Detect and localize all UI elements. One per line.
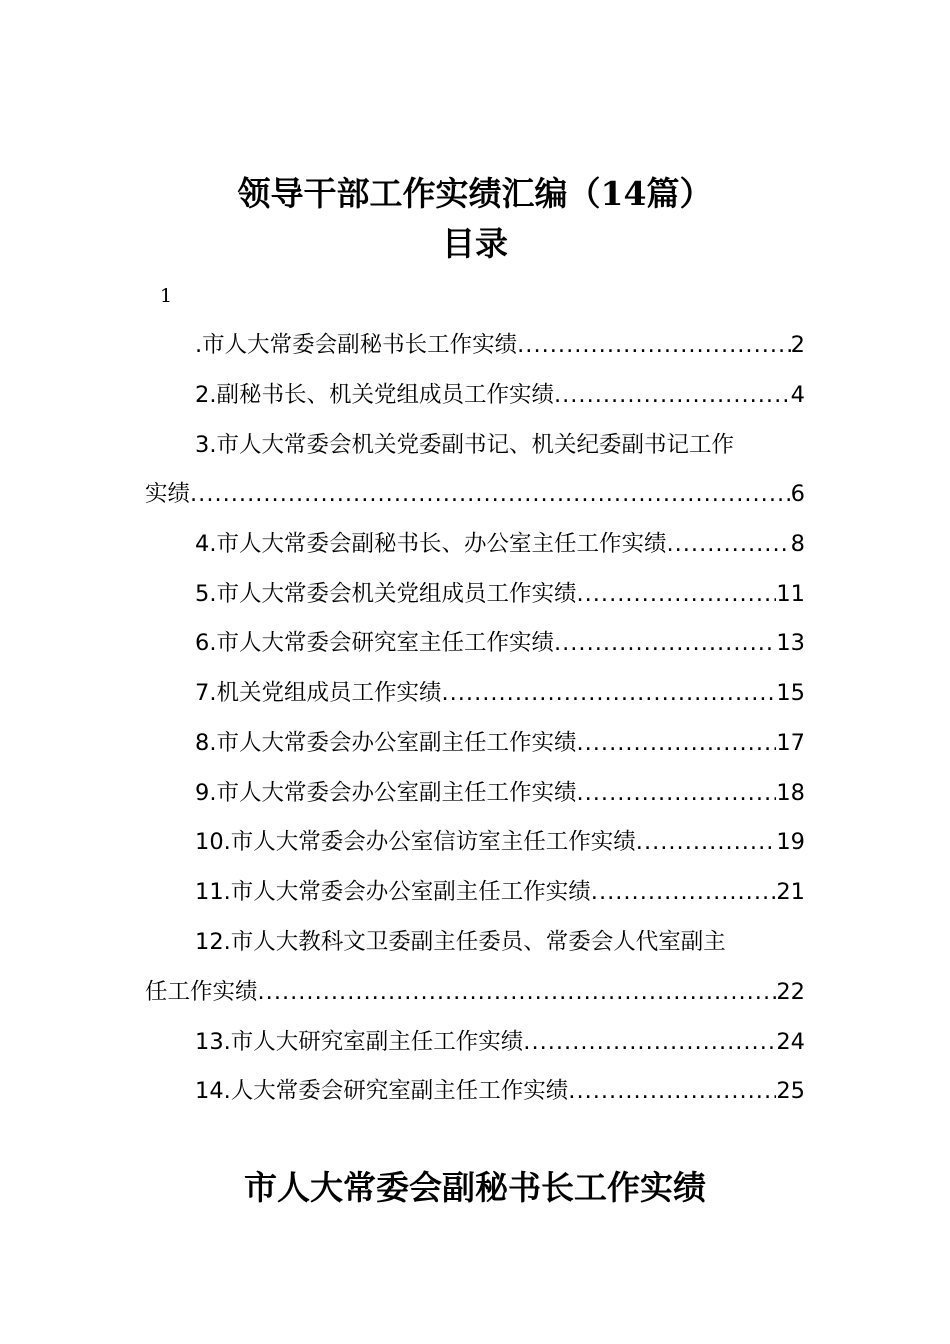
- section-title: 市人大常委会副秘书长工作实绩: [244, 1168, 706, 1207]
- toc-entry-label: 14.人大常委会研究室副主任工作实绩: [195, 1078, 569, 1104]
- toc-entry-page: 19: [776, 829, 805, 855]
- toc-entry-page: 18: [776, 780, 805, 806]
- toc-dot-leader: [441, 676, 776, 710]
- toc-entry-page: 17: [776, 730, 805, 756]
- toc-entry-page: 2: [790, 332, 805, 358]
- toc-entry-label: 10.市人大常委会办公室信访室主任工作实绩: [195, 829, 636, 855]
- toc-dot-leader: [190, 477, 791, 511]
- toc-dot-leader: [258, 975, 777, 1009]
- toc-entry-label: 5.市人大常委会机关党组成员工作实绩: [195, 581, 577, 607]
- toc-entry[interactable]: [195, 378, 805, 412]
- toc-entry-label: 8.市人大常委会办公室副主任工作实绩: [195, 730, 577, 756]
- toc-dot-leader: [576, 776, 776, 810]
- toc-entry-continuation[interactable]: [145, 477, 805, 511]
- toc-entry[interactable]: [195, 875, 805, 909]
- toc-entry[interactable]: [195, 726, 805, 760]
- toc-entry-page: 13: [776, 630, 805, 656]
- toc-entry-page: 6: [790, 481, 805, 507]
- toc-entry[interactable]: [195, 626, 805, 660]
- page-number-marker: 1: [160, 285, 173, 307]
- toc-entry[interactable]: [195, 328, 805, 362]
- toc-entry-page: 25: [776, 1078, 805, 1104]
- toc-entry-label-line1: 12.市人大教科文卫委副主任委员、常委会人代室副主: [195, 929, 726, 955]
- toc-dot-leader: [576, 577, 776, 611]
- toc-entry[interactable]: [195, 1074, 805, 1108]
- toc-dot-leader: [554, 626, 776, 660]
- toc-entry-label-line2: 任工作实绩: [145, 979, 258, 1005]
- toc-dot-leader: [636, 825, 777, 859]
- toc-entry-label: 11.市人大常委会办公室副主任工作实绩: [195, 879, 591, 905]
- toc-dot-leader: [554, 378, 791, 412]
- toc-entry-label-line1: 3.市人大常委会机关党委副书记、机关纪委副书记工作: [195, 432, 734, 458]
- toc-entry[interactable]: [195, 527, 805, 561]
- toc-entry[interactable]: [195, 1025, 805, 1059]
- toc-entry[interactable]: [195, 925, 805, 959]
- toc-entry-page: 15: [776, 680, 805, 706]
- toc-entry[interactable]: [195, 776, 805, 810]
- toc-entry-page: 21: [776, 879, 805, 905]
- toc-entry-page: 4: [790, 382, 805, 408]
- toc-entry-label: 4.市人大常委会副秘书长、办公室主任工作实绩: [195, 531, 667, 557]
- toc-entry-page: 11: [776, 581, 805, 607]
- toc-entry-continuation[interactable]: [145, 975, 805, 1009]
- toc-entry[interactable]: [195, 676, 805, 710]
- toc-dot-leader: [568, 1074, 776, 1108]
- toc-entry[interactable]: [195, 428, 805, 462]
- toc-entry-page: 8: [790, 531, 805, 557]
- toc-entry-label: .市人大常委会副秘书长工作实绩: [195, 332, 518, 358]
- toc-dot-leader: [666, 527, 790, 561]
- toc-dot-leader: [523, 1025, 776, 1059]
- toc-entry-label: 2.副秘书长、机关党组成员工作实绩: [195, 382, 554, 408]
- toc-entry[interactable]: [195, 825, 805, 859]
- toc-entry-label: 9.市人大常委会办公室副主任工作实绩: [195, 780, 577, 806]
- toc-entry-label: 13.市人大研究室副主任工作实绩: [195, 1029, 524, 1055]
- toc-entry-label-line2: 实绩: [145, 481, 191, 507]
- document-title: 领导干部工作实绩汇编（14篇）: [237, 174, 713, 213]
- toc-entry[interactable]: [195, 577, 805, 611]
- toc-entry-page: 22: [776, 979, 805, 1005]
- toc-dot-leader: [591, 875, 777, 909]
- toc-entry-label: 7.机关党组成员工作实绩: [195, 680, 442, 706]
- toc-entry-label: 6.市人大常委会研究室主任工作实绩: [195, 630, 554, 656]
- toc-entry-page: 24: [776, 1029, 805, 1055]
- toc-dot-leader: [517, 328, 791, 362]
- toc-dot-leader: [576, 726, 776, 760]
- toc-heading: 目录: [442, 224, 508, 263]
